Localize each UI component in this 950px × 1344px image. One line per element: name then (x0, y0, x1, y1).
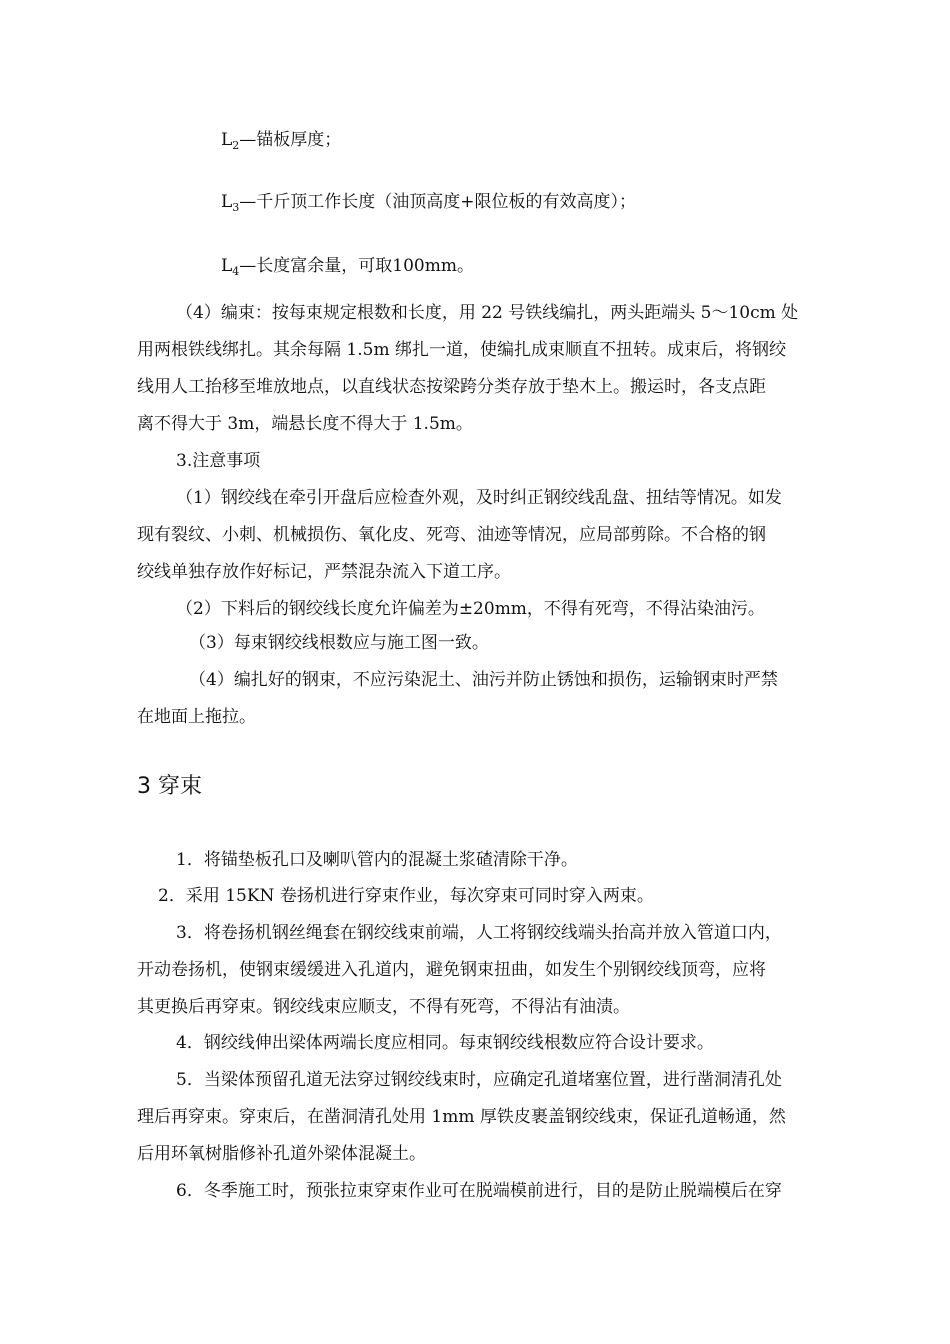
note-4-line: （4）编扎好的钢束，不应污染泥土、油污并防止锈蚀和损伤，运输钢束时严禁 (189, 670, 778, 690)
item-4: 4．钢绞线伸出梁体两端长度应相同。每束钢绞线根数应符合设计要求。 (176, 1033, 714, 1053)
item-3-line: 开动卷扬机，使钢束缓缓进入孔道内，避免钢束扭曲，如发生个别钢绞线顶弯，应将 (137, 960, 766, 980)
note-3: （3）每束钢绞线根数应与施工图一致。 (189, 633, 489, 653)
item-5-line: 理后再穿束。穿束后，在凿洞清孔处用 1mm 厚铁皮裹盖钢绞线束，保证孔道畅通，然 (137, 1107, 786, 1127)
note-1-line: 绞线单独存放作好标记，严禁混杂流入下道工序。 (137, 562, 511, 582)
paragraph-bundling-line: 线用人工抬移至堆放地点，以直线状态按梁跨分类存放于垫木上。搬运时，各支点距 (137, 377, 766, 397)
item-3-line: 其更换后再穿束。钢绞线束应顺支，不得有死弯，不得沾有油渍。 (137, 997, 630, 1017)
paragraph-bundling-line: （4）编束：按每束规定根数和长度，用 22 号铁线编扎，两头距端头 5～10cm 处 (176, 303, 799, 323)
definition-l2: $L_2—$锚板厚度； (221, 130, 342, 152)
item-5-line: 5．当梁体预留孔道无法穿过钢绞线束时，应确定孔道堵塞位置，进行凿洞清孔处 (176, 1070, 782, 1090)
note-1-line: （1）钢绞线在牵引开盘后应检查外观，及时纠正钢绞线乱盘、扭结等情况。如发 (176, 488, 782, 508)
paragraph-bundling-line: 离不得大于 3m，端悬长度不得大于 1.5m。 (137, 414, 473, 434)
definition-l3: $L_3—$千斤顶工作长度（油顶高度+限位板的有效高度）； (221, 192, 637, 214)
section-heading: 3 穿束 (137, 774, 202, 799)
item-5-line: 后用环氧树脂修补孔道外梁体混凝土。 (137, 1144, 426, 1164)
item-6: 6．冬季施工时，预张拉束穿束作业可在脱端模前进行，目的是防止脱端模后在穿 (176, 1181, 782, 1201)
definition-l4: $L_4—$长度富余量，可取100mm。 (221, 256, 474, 278)
item-3-line: 3．将卷扬机钢丝绳套在钢绞线束前端，人工将钢绞线端头抬高并放入管道口内， (176, 923, 782, 943)
item-1: 1．将锚垫板孔口及喇叭管内的混凝土浆碴清除干净。 (176, 850, 578, 870)
note-1-line: 现有裂纹、小刺、机械损伤、氧化皮、死弯、油迹等情况，应局部剪除。不合格的钢 (137, 525, 766, 545)
paragraph-bundling-line: 用两根铁线绑扎。其余每隔 1.5m 绑扎一道，使编扎成束顺直不扭转。成束后，将钢绞 (137, 340, 786, 360)
item-2: 2．采用 15KN 卷扬机进行穿束作业，每次穿束可同时穿入两束。 (158, 886, 654, 906)
notes-title: 3.注意事项 (176, 451, 261, 471)
note-4-line: 在地面上拖拉。 (137, 707, 256, 727)
note-2: （2）下料后的钢绞线长度允许偏差为±20mm，不得有死弯，不得沾染油污。 (176, 599, 765, 619)
